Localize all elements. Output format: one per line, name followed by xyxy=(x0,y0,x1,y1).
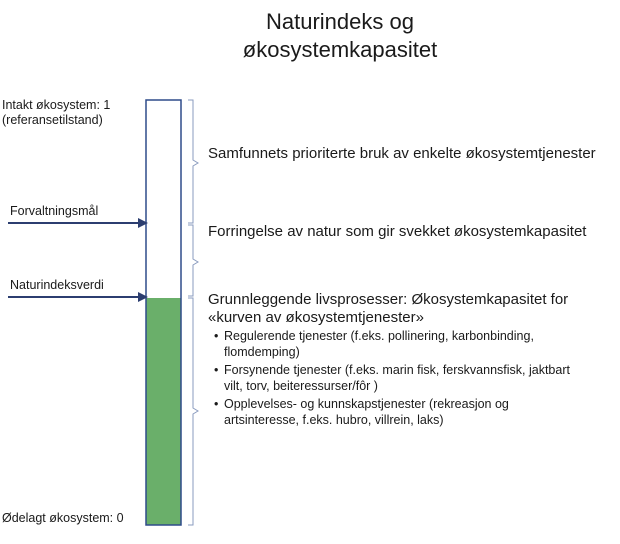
list-item xyxy=(214,328,614,360)
bullet-2-line-1: • Forsynende tjenester (f.eks. marin fisk, ferskvannsfisk, jaktbart xyxy=(224,363,570,377)
nature-index-value-label: Naturindeksverdi xyxy=(10,278,104,292)
middle-segment-text: Forringelse av natur som gir svekket økosystemkapasitet xyxy=(208,223,587,240)
services-list xyxy=(214,328,614,430)
title-line-1: Naturindeks og xyxy=(266,9,414,34)
index-bar-fill xyxy=(146,298,181,525)
intact-label-line-2: (referansetilstand) xyxy=(2,113,103,127)
bullet-1-line-1: • Regulerende tjenester (f.eks. pollinering, karbonbinding, xyxy=(224,329,534,343)
bottom-segment-heading xyxy=(208,291,568,327)
bullet-3-line-1: • Opplevelses- og kunnskapstjenester (rekreasjon og xyxy=(224,397,509,411)
list-item xyxy=(214,396,614,428)
bullet-2-line-2: vilt, torv, beiteressurser/fôr ) xyxy=(224,379,378,393)
bullet-1-line-2: flomdemping) xyxy=(224,345,300,359)
destroyed-ecosystem-label: Ødelagt økosystem: 0 xyxy=(2,511,124,525)
top-segment-text: Samfunnets prioriterte bruk av enkelte økosystemtjenester xyxy=(208,145,596,162)
bullet-3-line-2: artsinteresse, f.eks. hubro, villrein, laks) xyxy=(224,413,444,427)
list-item xyxy=(214,362,614,394)
bottom-heading-line-2: «kurven av økosystemtjenester» xyxy=(208,309,424,326)
top-segment-brace xyxy=(188,100,198,223)
bottom-heading-line-1: Grunnleggende livsprosesser: Økosystemkapasitet for xyxy=(208,291,569,308)
title-line-2: økosystemkapasitet xyxy=(242,37,438,62)
middle-segment-brace xyxy=(188,225,198,296)
management-target-label: Forvaltningsmål xyxy=(10,204,99,218)
bottom-segment-brace xyxy=(188,298,198,525)
intact-label-line-1: Intakt økosystem: 1 xyxy=(2,98,111,112)
